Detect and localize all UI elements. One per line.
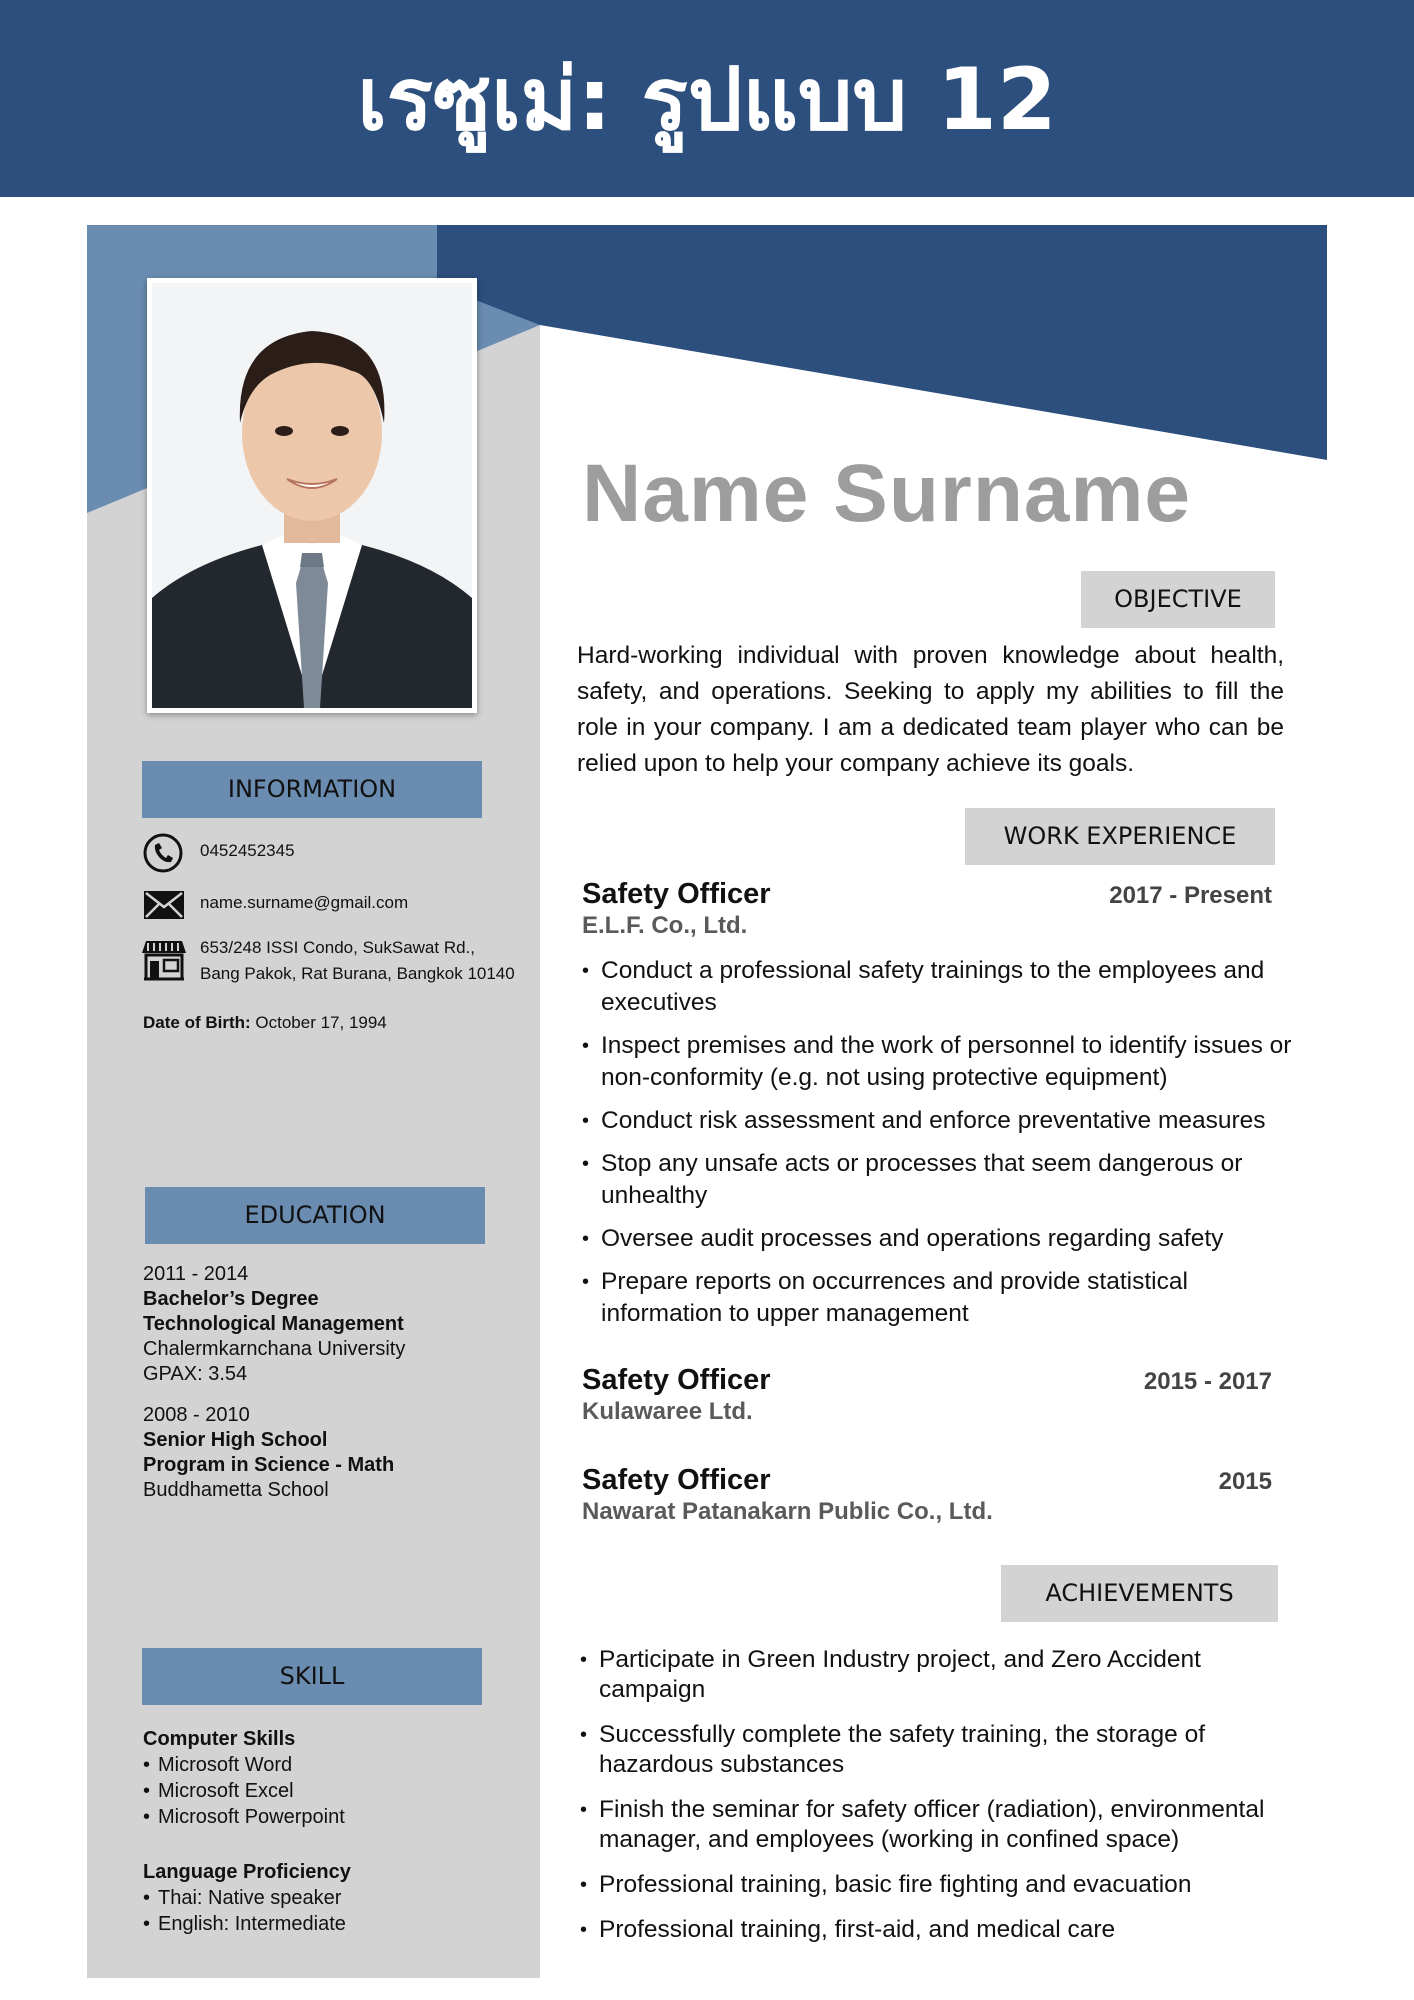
education-years: 2011 - 2014 (143, 1263, 249, 1285)
profile-photo-frame (147, 278, 477, 713)
list-item: • Microsoft Excel (143, 1778, 345, 1804)
job-duties-list (582, 955, 1292, 1330)
list-item: • Professional training, first-aid, and medical care (580, 1915, 1290, 1945)
date-of-birth (143, 1013, 387, 1033)
mail-icon (142, 885, 188, 925)
address-line-1: 653/248 ISSI Condo, SukSawat Rd., (200, 938, 476, 957)
job-entry (582, 1364, 1272, 1426)
education-field: Technological Management (143, 1313, 404, 1335)
address-line-2: Bang Pakok, Rat Burana, Bangkok 10140 (200, 964, 515, 983)
list-item: • Thai: Native speaker (143, 1885, 351, 1911)
list-item: • Prepare reports on occurrences and provide statistical information to upper management (582, 1266, 1292, 1330)
list-item: • Inspect premises and the work of personnel to identify issues or non-conformity (e.g. not using protective equipment) (582, 1030, 1292, 1094)
list-item: • English: Intermediate (143, 1911, 351, 1937)
job-date: 2017 - Present (1109, 882, 1272, 909)
address (200, 935, 515, 987)
language-list (143, 1885, 351, 1937)
dob-label: Date of Birth: (143, 1013, 251, 1032)
computer-skills-list (143, 1752, 345, 1830)
job-title: Safety Officer (582, 878, 771, 910)
achievements-list (580, 1645, 1290, 1945)
education-years: 2008 - 2010 (143, 1404, 250, 1426)
list-item: • Finish the seminar for safety officer (radiation), environmental manager, and employees (working in confined space) (580, 1795, 1290, 1855)
objective-text: Hard-working individual with proven knowledge about health, safety, and operations. Seeking to apply my abilities to fill the role in your company. I am a dedicated team player who can be relied upon to help your company achieve its goals. (577, 642, 1284, 777)
resume-sheet (87, 225, 1327, 1978)
language-proficiency (143, 1859, 351, 1937)
education-heading: EDUCATION (145, 1187, 485, 1244)
phone-icon (142, 833, 188, 873)
job-company: Nawarat Patanakarn Public Co., Ltd. (582, 1498, 993, 1525)
education-school: Buddhametta School (143, 1479, 329, 1501)
job-title: Safety Officer (582, 1364, 771, 1396)
education-gpa: GPAX: 3.54 (143, 1363, 248, 1385)
dob-value: October 17, 1994 (250, 1013, 387, 1032)
education-degree: Bachelor’s Degree (143, 1288, 319, 1310)
email-address: name.surname@gmail.com (200, 893, 409, 912)
computer-skills (143, 1726, 345, 1830)
job-company: Kulawaree Ltd. (582, 1398, 753, 1425)
phone-number: 0452452345 (200, 841, 295, 860)
education-entry (143, 1262, 405, 1387)
job-entry (582, 878, 1272, 940)
job-entry (582, 1464, 1272, 1526)
header-navy-shape (540, 225, 1327, 460)
education-school: Chalermkarnchana University (143, 1338, 406, 1360)
list-item: • Conduct risk assessment and enforce preventative measures (582, 1105, 1292, 1137)
job-company: E.L.F. Co., Ltd. (582, 912, 748, 939)
education-entry (143, 1403, 394, 1503)
list-item: • Conduct a professional safety trainings to the employees and executives (582, 955, 1292, 1019)
work-experience-heading: WORK EXPERIENCE (965, 808, 1275, 865)
information-heading: INFORMATION (142, 761, 482, 818)
skill-heading: SKILL (142, 1648, 482, 1705)
phone-row (142, 833, 295, 873)
address-row (142, 937, 515, 987)
achievements-heading: ACHIEVEMENTS (1001, 1565, 1278, 1622)
job-date: 2015 (1218, 1468, 1272, 1495)
job-date: 2015 - 2017 (1143, 1368, 1272, 1395)
building-icon (142, 937, 188, 981)
job-title: Safety Officer (582, 1464, 771, 1496)
language-title: Language Proficiency (143, 1861, 351, 1883)
education-degree: Senior High School (143, 1429, 328, 1451)
list-item: • Stop any unsafe acts or processes that seem dangerous or unhealthy (582, 1148, 1292, 1212)
list-item: • Participate in Green Industry project, and Zero Accident campaign (580, 1645, 1290, 1705)
profile-photo (152, 283, 472, 708)
objective-heading: OBJECTIVE (1081, 571, 1275, 628)
list-item: • Successfully complete the safety training, the storage of hazardous substances (580, 1720, 1290, 1780)
computer-skills-title: Computer Skills (143, 1728, 296, 1750)
banner-title: เรซูเม่: รูปแบบ 12 (357, 50, 1057, 150)
list-item: • Oversee audit processes and operations regarding safety (582, 1223, 1292, 1255)
education-field: Program in Science - Math (143, 1454, 395, 1476)
list-item: • Microsoft Powerpoint (143, 1804, 345, 1830)
email-row (142, 885, 408, 925)
candidate-name: Name Surname (582, 448, 1192, 539)
list-item: • Professional training, basic fire fighting and evacuation (580, 1870, 1290, 1900)
list-item: • Microsoft Word (143, 1752, 345, 1778)
